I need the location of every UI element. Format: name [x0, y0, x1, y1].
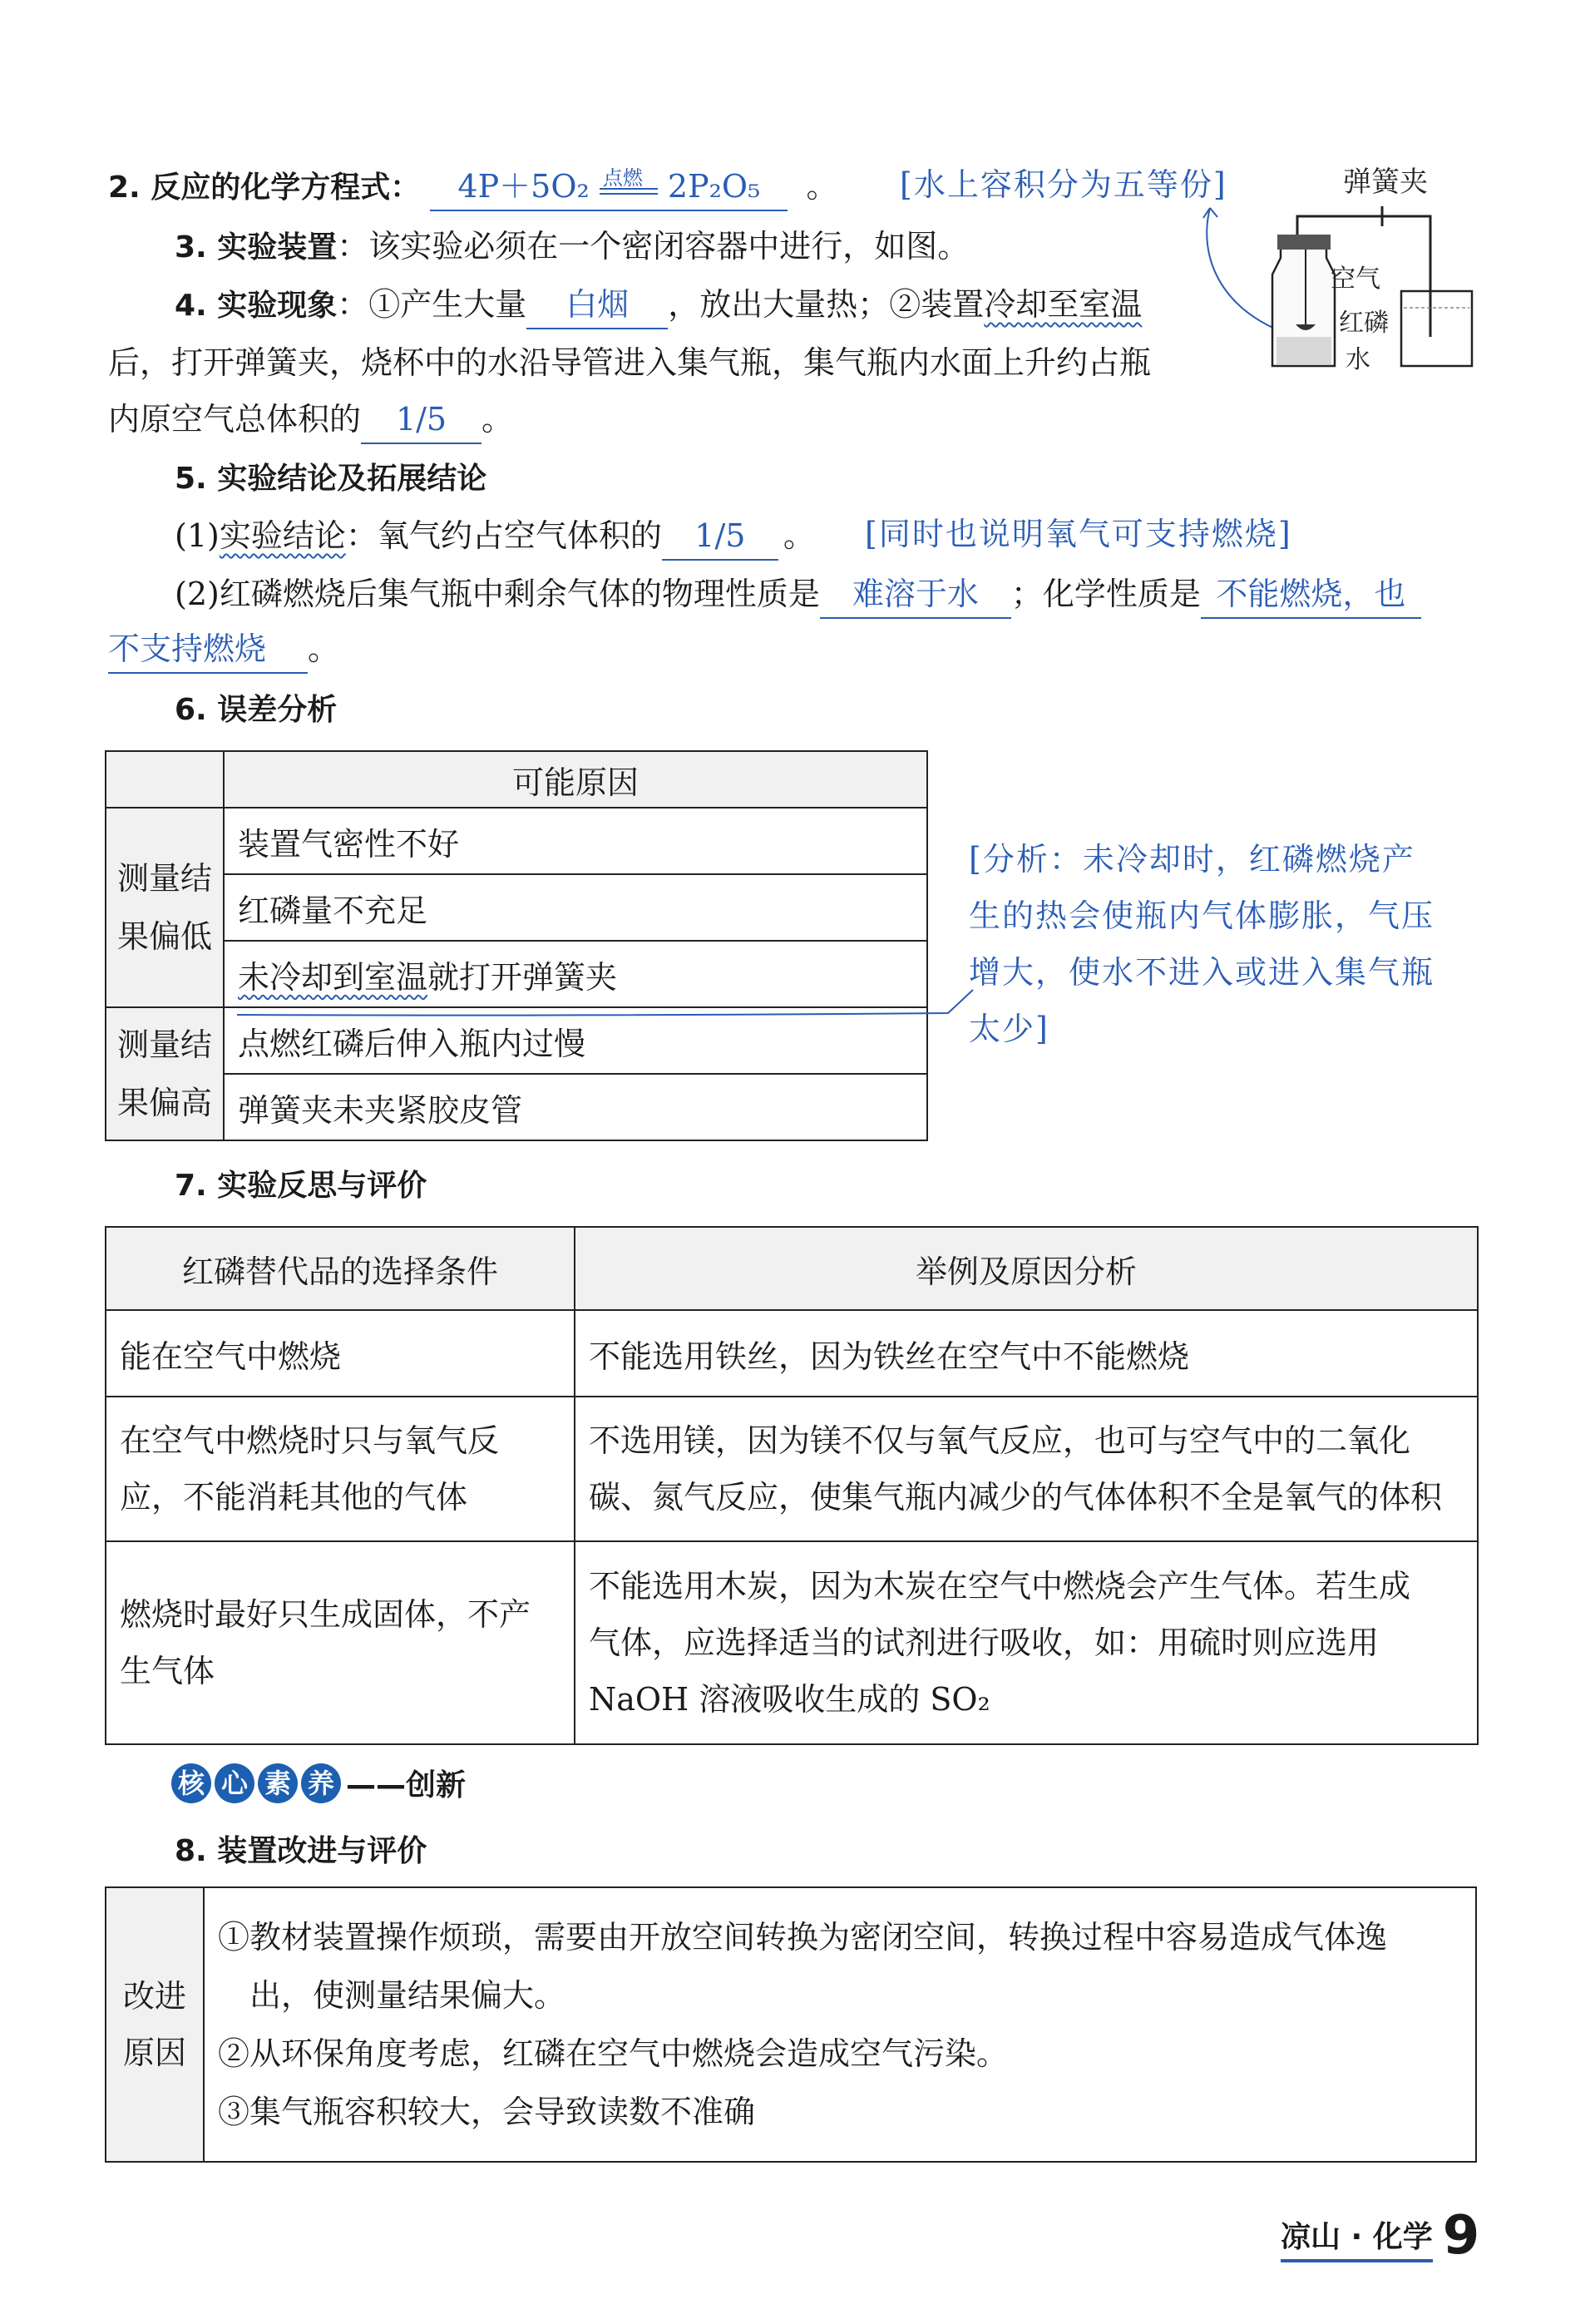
s5-p2-mid: ；化学性质是	[1010, 576, 1201, 612]
low-item-2: 红磷量不充足	[224, 874, 927, 941]
s4-line2: 后，打开弹簧夹，烧杯中的水沿导管进入集气瓶，集气瓶内水面上升约占瓶	[108, 344, 1152, 381]
s5-p1	[175, 512, 815, 561]
s8-row-label: 改进 原因	[106, 1887, 204, 2162]
s3-line	[175, 223, 969, 271]
apparatus-diagram	[1189, 158, 1522, 387]
label-red-phosphorus: 红磷	[1339, 309, 1389, 338]
label-spring-clip: 弹簧夹	[1343, 166, 1428, 199]
page-number: 9	[1442, 2205, 1480, 2267]
s8-items	[204, 1887, 1476, 2162]
reflection-table	[105, 1226, 1479, 1745]
note-arrow	[1207, 208, 1281, 331]
s7-row1-analysis: 不能选用铁丝，因为铁丝在空气中不能燃烧	[575, 1310, 1478, 1397]
core-literacy-badge	[171, 1762, 466, 1804]
s4-text3: 内原空气总体积的	[108, 401, 362, 438]
badge-char-2: 心	[215, 1763, 254, 1803]
badge-char-4: 养	[301, 1763, 341, 1803]
s8-item-1-cont: 出，使测量结果偏大。	[249, 1977, 566, 2014]
s7-label: 7. 实验反思与评价	[175, 1169, 427, 1203]
s8-heading-line	[175, 1827, 427, 1875]
s5-p1-text: ：氧气约占空气体积的	[345, 517, 662, 554]
s7-row3-analysis: 不能选用木炭，因为木炭在空气中燃烧会产生气体。若生成 气体，应选择适当的试剂进行吸收，如：用硫时则应选用 NaOH 溶液吸收生成的 SO₂	[575, 1541, 1478, 1744]
header-possible-cause: 可能原因	[224, 751, 927, 808]
s6-note-line-3: 增大，使水不进入或进入集气瓶	[969, 954, 1435, 991]
s2-eq-arrow	[600, 166, 658, 195]
s5-p1-prefix: (1)	[175, 517, 220, 554]
s6-note-line-2: 生的热会使瓶内气体膨胀，气压	[969, 897, 1435, 934]
s5-p2-end: 。	[308, 630, 340, 667]
s4-line3	[108, 396, 513, 444]
s6-note	[969, 836, 1435, 1052]
s4-text2: ，放出大量热；②装置	[668, 286, 985, 323]
s4-text1: ：①产生大量	[337, 286, 527, 323]
s2-label: 2. 反应的化学方程式：	[108, 171, 421, 205]
high-result-label: 测量结 果偏高	[106, 1007, 224, 1140]
improvement-table	[105, 1886, 1477, 2163]
s8-item-3: ③集气瓶容积较大，会导致读数不准确	[218, 2094, 756, 2130]
s7-heading-line	[175, 1161, 427, 1209]
s5-p2-blank2b: 不支持燃烧	[108, 626, 308, 674]
s3-text: ：该实验必须在一个密闭容器中进行，如图。	[337, 228, 970, 265]
low-item-3-wavy: 未冷却到室温	[238, 958, 428, 996]
low-result-label: 测量结 果偏低	[106, 808, 224, 1007]
s2-equation-blank	[430, 163, 788, 211]
s5-heading-line	[175, 454, 486, 502]
s2-eq-right: 2P₂O₅	[667, 168, 761, 205]
s5-p2-line1	[175, 571, 1421, 619]
low-item-1: 装置气密性不好	[224, 808, 927, 874]
label-air: 空气	[1331, 265, 1380, 294]
s8-label: 8. 装置改进与评价	[175, 1834, 427, 1868]
s5-label: 5. 实验结论及拓展结论	[175, 462, 487, 496]
s5-p2-blank1: 难溶于水	[820, 571, 1011, 619]
s2-line	[108, 163, 837, 211]
s5-p2-line2	[108, 626, 339, 674]
high-item-2: 弹簧夹未夹紧胶皮管	[224, 1074, 927, 1140]
s7-row3-cond: 燃烧时最好只生成固体，不产 生气体	[106, 1541, 575, 1744]
s4-line1	[175, 281, 1142, 329]
s6-note-connector	[233, 982, 981, 1023]
s6-label: 6. 误差分析	[175, 693, 338, 727]
low-item-3-rest: 就打开弹簧夹	[427, 958, 618, 996]
s4-blank1: 白烟	[526, 281, 668, 329]
s4-label: 4. 实验现象	[175, 289, 338, 323]
s8-item-2: ②从环保角度考虑，红磷在空气中燃烧会造成空气污染。	[218, 2035, 1009, 2072]
s7-row2-cond: 在空气中燃烧时只与氧气反 应，不能消耗其他的气体	[106, 1397, 575, 1541]
s8-item-1: ①教材装置操作烦琐，需要由开放空间转换为密闭空间，转换过程中容易造成气体逸	[218, 1919, 1388, 1956]
s5-p1-wavy: 实验结论	[219, 517, 346, 554]
s6-note-line-1: [分析：未冷却时，红磷燃烧产	[969, 841, 1415, 878]
label-water: 水	[1346, 345, 1370, 374]
s3-label: 3. 实验装置	[175, 230, 338, 265]
s4-end: 。	[481, 401, 514, 438]
s6-heading-line	[175, 685, 337, 734]
s2-eq-left: 4P＋5O₂	[457, 168, 590, 205]
badge-char-3: 素	[258, 1763, 298, 1803]
s7-col2-header: 举例及原因分析	[575, 1227, 1478, 1310]
footer	[1281, 2205, 1480, 2267]
s7-row1-cond: 能在空气中燃烧	[106, 1310, 575, 1397]
s6-note-line-4: 太少]	[969, 1011, 1049, 1047]
footer-text: 凉山 · 化学	[1281, 2213, 1433, 2262]
s5-p1-note: [同时也说明氧气可支持燃烧]	[865, 516, 1292, 552]
badge-suffix: ——创新	[346, 1768, 467, 1802]
corner-cell	[106, 751, 224, 808]
beaker	[1401, 291, 1472, 366]
s2-eq-condition: 点燃	[602, 166, 643, 190]
s5-p1-blank: 1/5	[662, 512, 778, 561]
badge-char-1: 核	[171, 1763, 211, 1803]
s7-col1-header: 红磷替代品的选择条件	[106, 1227, 575, 1310]
error-analysis-table	[105, 750, 928, 1141]
s2-end: 。	[806, 168, 838, 205]
s7-row2-analysis: 不选用镁，因为镁不仅与氧气反应，也可与空气中的二氧化 碳、氮气反应，使集气瓶内减少的气体体积不全是氧气的体积	[575, 1397, 1478, 1541]
s2-note: [水上容积分为五等份]	[900, 166, 1227, 203]
s5-p2-blank2a: 不能燃烧，也	[1201, 571, 1421, 619]
high-item-1: 点燃红磷后伸入瓶内过慢	[224, 1007, 927, 1074]
s4-wavy-cooling: 冷却至室温	[984, 286, 1143, 323]
s5-p1-end: 。	[783, 517, 815, 554]
stopper	[1277, 235, 1331, 250]
s4-blank2: 1/5	[361, 396, 481, 444]
s5-p2-text: (2)红磷燃烧后集气瓶中剩余气体的物理性质是	[175, 576, 820, 612]
